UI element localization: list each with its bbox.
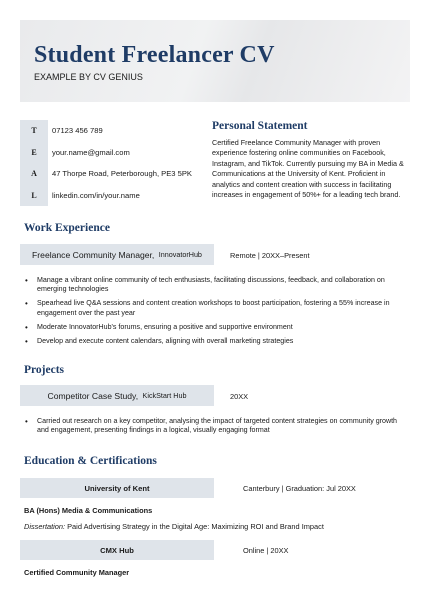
project-bar	[20, 385, 214, 406]
list-item: • Moderate InnovatorHub's forums, ensuring a positive and supportive environment	[24, 323, 399, 332]
address-key: A	[20, 163, 48, 185]
dissertation-label: Dissertation:	[24, 522, 66, 531]
projects-title: Projects	[24, 364, 65, 376]
cv-header	[20, 20, 410, 102]
cv-name: Student Freelancer CV	[34, 42, 275, 68]
education-title: Education & Certifications	[24, 455, 157, 467]
contact-email	[20, 142, 192, 164]
work-bullets	[24, 276, 399, 351]
school-meta: Canterbury | Graduation: Jul 20XX	[243, 484, 356, 493]
personal-statement	[212, 120, 412, 200]
dissertation	[24, 522, 324, 531]
work-experience-title: Work Experience	[24, 222, 110, 234]
project-org: KickStart Hub	[142, 391, 187, 400]
dissertation-text: Paid Advertising Strategy in the Digital Age: Maximizing ROI and Brand Impact	[65, 522, 324, 531]
list-item: • Carried out research on a key competitor, analysing the impact of targeted content strategies on community growth and engagement, presenting findings in a logical, visually engaging format	[24, 417, 399, 435]
personal-statement-title: Personal Statement	[212, 120, 308, 132]
certification: Certified Community Manager	[24, 568, 130, 577]
personal-statement-text: Certified Freelance Community Manager with proven experience fostering online communities on Facebook, Instagram, and TikTok. Currently pursuing my BA in Media & Communications at the University of Kent. Proficient in analytics and content creation with success in facilitating increases in engagement of 50%+ for a leading tech brand.	[212, 138, 404, 200]
contact-linkedin	[20, 185, 192, 207]
address-value: 47 Thorpe Road, Peterborough, PE3 5PK	[51, 169, 192, 179]
linkedin-key: L	[20, 185, 48, 207]
degree: BA (Hons) Media & Communications	[24, 506, 153, 515]
contact-phone	[20, 120, 192, 142]
project-role: Competitor Case Study,	[47, 390, 139, 401]
work-meta: Remote | 20XX–Present	[230, 251, 310, 260]
work-role-bar	[20, 244, 214, 265]
contact-address	[20, 163, 192, 185]
linkedin-value: linkedin.com/in/your.name	[52, 190, 140, 200]
list-item: • Spearhead live Q&A sessions and content creation workshops to boost participation, fostering a 55% increase in engagement over the past year	[24, 299, 399, 317]
list-item: • Develop and execute content calendars, aligning with overall marketing strategies	[24, 337, 399, 346]
email-key: E	[20, 142, 48, 164]
phone-key: T	[20, 120, 48, 142]
project-meta: 20XX	[230, 392, 249, 401]
list-item: • Manage a vibrant online community of tech enthusiasts, facilitating discussions, feedback, and collaboration on emerging technologies	[24, 276, 399, 294]
phone-value: 07123 456 789	[52, 126, 103, 136]
project-bullets	[24, 417, 399, 440]
cert-bar: CMX Hub	[20, 540, 214, 560]
cert-meta: Online | 20XX	[243, 546, 289, 555]
work-role: Freelance Community Manager,	[32, 249, 155, 260]
work-org: InnovatorHub	[158, 250, 202, 259]
email-value: your.name@gmail.com	[52, 147, 130, 157]
school-bar: University of Kent	[20, 478, 214, 498]
contact-block	[20, 120, 192, 206]
cv-subtitle: EXAMPLE BY CV GENIUS	[34, 72, 143, 82]
